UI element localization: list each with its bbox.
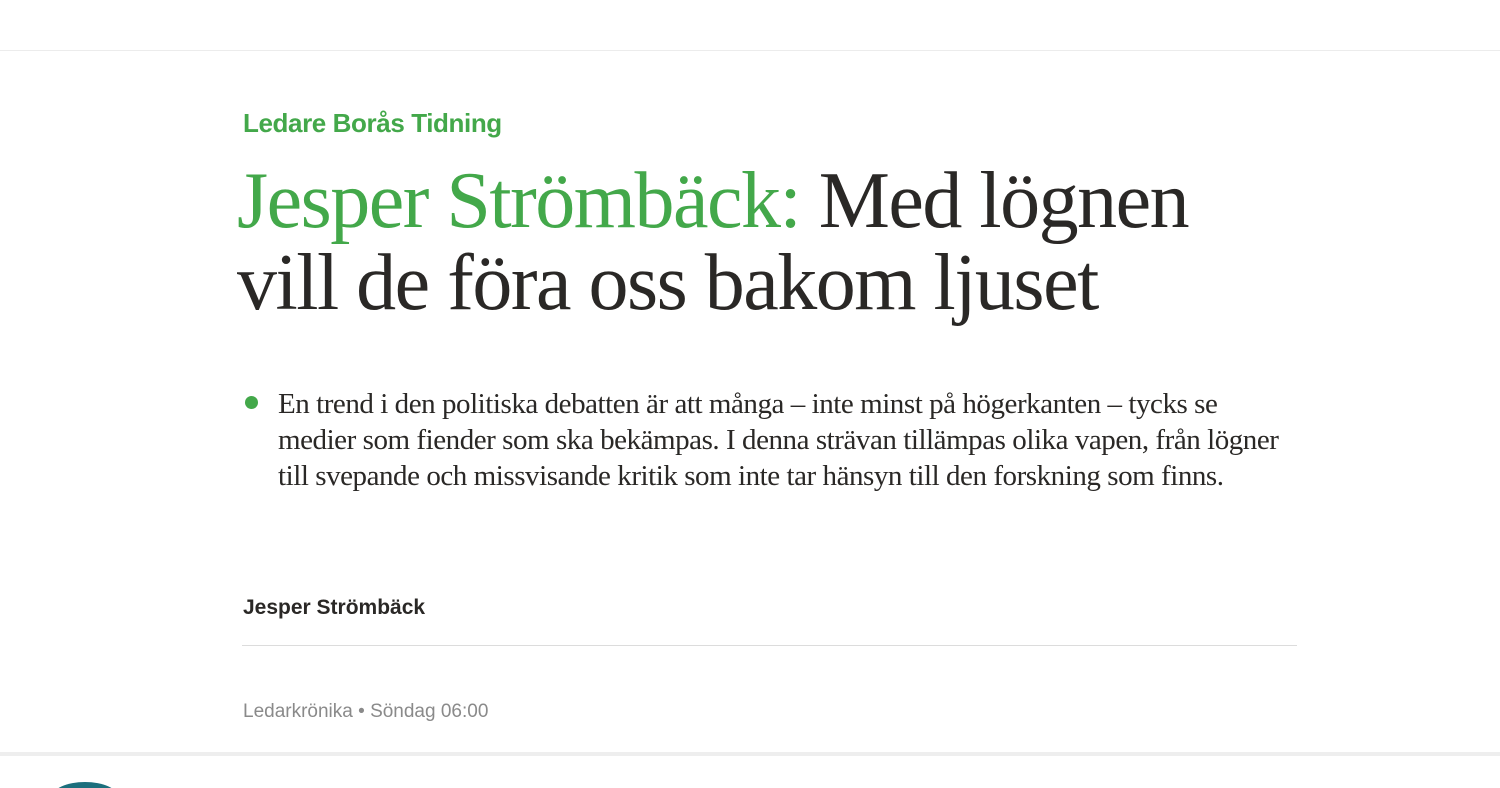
author-byline[interactable]: Jesper Strömbäck [243,596,426,619]
bullet-dot-icon [245,396,258,409]
headline-title: Med lögnen vill de föra oss bakom ljuset [237,157,1189,327]
section-label[interactable]: Ledare Borås Tidning [243,108,502,138]
publish-time: Söndag 06:00 [370,701,489,722]
headline [237,157,1297,327]
article-category: Ledarkrönika [243,701,353,722]
section-divider-strip [0,752,1500,756]
article-meta [243,701,488,723]
lead-list [243,386,1298,494]
site-header-bar [0,0,1500,51]
meta-separator: • [358,701,365,722]
lead-item [243,386,1298,494]
logo-icon [52,782,118,788]
lead-text: En trend i den politiska debatten är att många – inte minst på högerkanten – tycks se medier som fiender som ska bekämpas. I denna strävan tillämpas olika vapen, från lögner till svepande och missvisande kritik som inte tar hänsyn till den forskning som finns. [278,388,1279,492]
headline-vignette: Jesper Strömbäck: [237,157,801,245]
divider [242,645,1297,646]
